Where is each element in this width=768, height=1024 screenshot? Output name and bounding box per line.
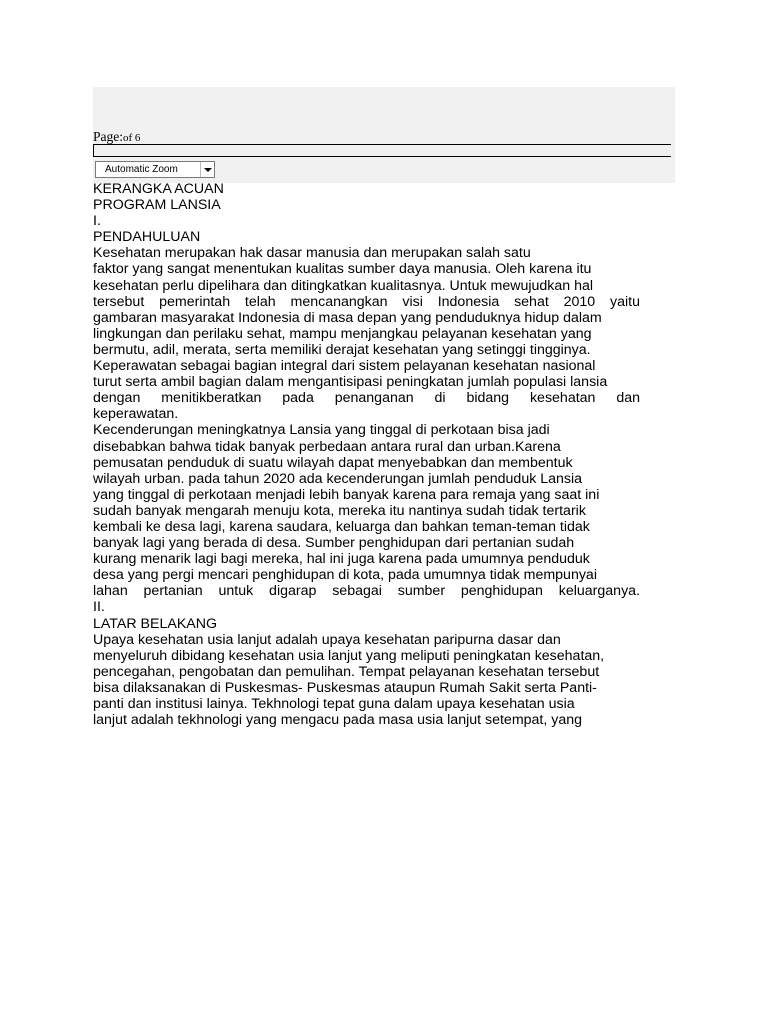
- document-line: kesehatan perlu dipelihara dan ditingkatkan kualitasnya. Untuk mewujudkan hal: [93, 277, 594, 294]
- document-line: LATAR BELAKANG: [93, 615, 218, 632]
- document-line: faktor yang sangat menentukan kualitas sumber daya manusia. Oleh karena itu: [93, 261, 592, 278]
- page-number-input[interactable]: [93, 144, 671, 157]
- document-line: kembali ke desa lagi, karena saudara, keluarga dan bahkan teman-teman tidak: [93, 518, 590, 535]
- chevron-down-icon[interactable]: [200, 162, 214, 177]
- document-line: menyeluruh dibidang kesehatan usia lanjut yang meliputi peningkatan kesehatan,: [93, 647, 605, 664]
- document-line: Keperawatan sebagai bagian integral dari sistem pelayanan kesehatan nasional: [93, 358, 596, 375]
- document-line: lingkungan dan perilaku sehat, mampu menjangkau pelayanan kesehatan yang: [93, 325, 592, 342]
- page-label: Page:: [93, 129, 123, 144]
- document-line: Upaya kesehatan usia lanjut adalah upaya kesehatan paripurna dasar dan: [93, 631, 561, 648]
- document-line: wilayah urban. pada tahun 2020 ada kecenderungan jumlah penduduk Lansia: [93, 470, 583, 487]
- document-line: yang tinggal di perkotaan menjadi lebih banyak karena para remaja yang saat ini: [93, 486, 600, 503]
- document-line: kurang menarik lagi bagi mereka, hal ini juga karena pada umumnya penduduk: [93, 551, 590, 568]
- document-line: PENDAHULUAN: [93, 229, 201, 246]
- page-count: of 6: [123, 132, 141, 144]
- document-line: panti dan institusi lainya. Tekhnologi tepat guna dalam upaya kesehatan usia: [93, 696, 575, 712]
- document-line: dengan menitikberatkan pada penanganan di bidang kesehatan dan: [93, 390, 640, 407]
- document-line: II.: [93, 599, 105, 616]
- document-line: gambaran masyarakat Indonesia di masa depan yang penduduknya hidup dalam: [93, 309, 602, 326]
- document-line: sudah banyak mengarah menuju kota, mereka itu nantinya sudah tidak tertarik: [93, 502, 586, 519]
- document-line: I.: [93, 213, 101, 230]
- document-line: banyak lagi yang berada di desa. Sumber penghidupan dari pertanian sudah: [93, 535, 575, 552]
- document-line: disebabkan bahwa tidak banyak perbedaan antara rural dan urban.Karena: [93, 438, 561, 455]
- document-line: pemusatan penduduk di suatu wilayah dapat menyebabkan dan membentuk: [93, 454, 573, 471]
- pdf-viewer-toolbar: [93, 87, 675, 183]
- document-line: KERANGKA ACUAN: [93, 181, 224, 197]
- document-body: [93, 181, 640, 728]
- document-line: desa yang pergi mencari penghidupan di kota, pada umumnya tidak mempunyai: [93, 567, 597, 584]
- document-line: Kecenderungan meningkatnya Lansia yang tinggal di perkotaan bisa jadi: [93, 422, 550, 439]
- document-line: lanjut adalah tekhnologi yang mengacu pada masa usia lanjut setempat, yang: [93, 712, 583, 729]
- zoom-select[interactable]: [95, 161, 215, 178]
- document-line: pencegahan, pengobatan dan pemulihan. Tempat pelayanan kesehatan tersebut: [93, 663, 600, 680]
- document-line: tersebut pemerintah telah mencanangkan visi Indonesia sehat 2010 yaitu: [93, 293, 640, 310]
- document-line: bisa dilaksanakan di Puskesmas- Puskesmas ataupun Rumah Sakit serta Panti-: [93, 679, 597, 696]
- document-line: bermutu, adil, merata, serta memiliki derajat kesehatan yang setinggi tingginya.: [93, 341, 591, 358]
- page-indicator: [93, 129, 140, 145]
- document-line: lahan pertanian untuk digarap sebagai sumber penghidupan keluarganya.: [93, 583, 640, 600]
- document-line: PROGRAM LANSIA: [93, 197, 221, 214]
- document-line: Kesehatan merupakan hak dasar manusia dan merupakan salah satu: [93, 245, 531, 262]
- document-line: turut serta ambil bagian dalam mengantisipasi peningkatan jumlah populasi lansia: [93, 374, 608, 391]
- zoom-select-value: Automatic Zoom: [105, 164, 178, 175]
- document-line: keperawatan.: [93, 406, 179, 423]
